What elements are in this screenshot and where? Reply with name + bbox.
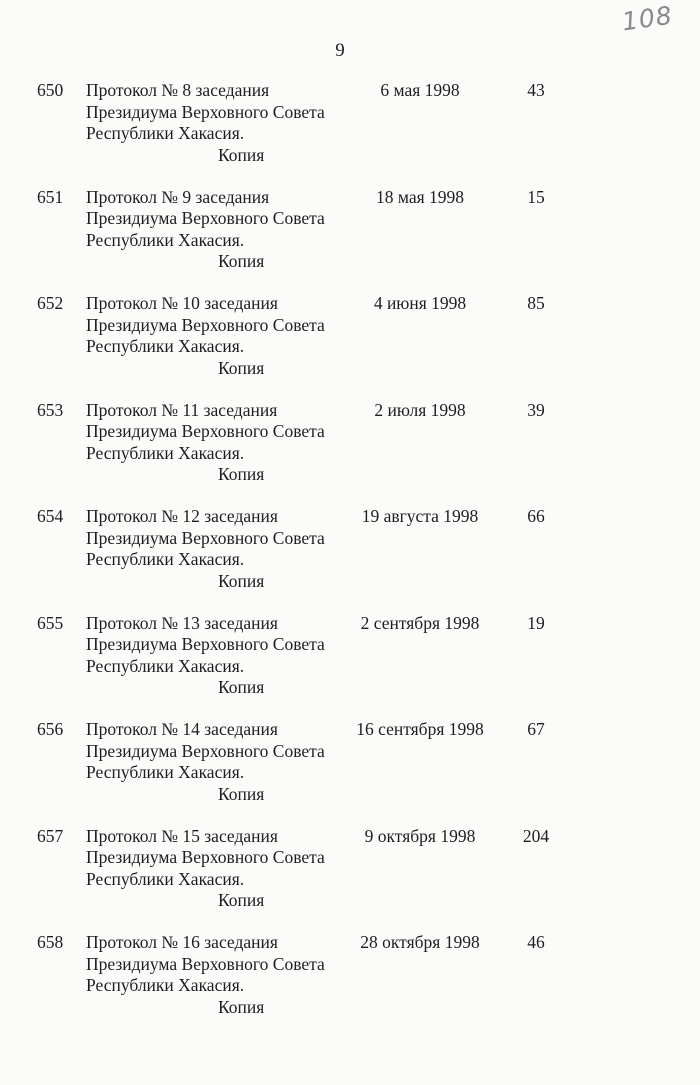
entry-page-count: 19	[527, 612, 545, 633]
entry-page-count: 204	[522, 825, 550, 846]
entry-number: 652	[37, 293, 64, 313]
entry-date: 9 октября 1998	[364, 825, 476, 846]
entry-title-line: Республики Хакасия.	[86, 549, 245, 569]
entry-title-line: Президиума Верховного Совета	[86, 101, 325, 122]
entry-date: 19 августа 1998	[361, 506, 479, 526]
entry-page-count: 85	[527, 293, 545, 313]
entry-title	[86, 80, 356, 166]
entry-title-line: Протокол № 14 заседания	[86, 719, 278, 739]
list-item	[0, 613, 700, 713]
entry-title-line: Протокол № 12 заседания	[86, 506, 278, 526]
entry-copy-label: Копия	[218, 783, 265, 804]
entry-title-line: Протокол № 11 заседания	[86, 399, 278, 420]
entry-title	[86, 719, 356, 805]
entry-page-count: 66	[527, 506, 545, 526]
list-item	[0, 932, 700, 1032]
entry-title	[86, 826, 356, 912]
entry-title-line: Республики Хакасия.	[86, 229, 245, 250]
entry-title-line: Республики Хакасия.	[86, 442, 245, 463]
entry-title-line: Республики Хакасия.	[86, 336, 245, 356]
entry-copy-label: Копия	[218, 357, 265, 378]
entry-copy-label: Копия	[218, 890, 265, 910]
entry-number: 653	[37, 399, 64, 420]
entry-date: 16 сентября 1998	[356, 719, 484, 739]
entry-title-line: Протокол № 15 заседания	[86, 825, 278, 846]
entry-date: 4 июня 1998	[373, 293, 467, 313]
entry-page-count: 46	[527, 932, 545, 952]
entry-copy-label: Копия	[218, 570, 265, 591]
list-item	[0, 293, 700, 393]
entry-title	[86, 506, 356, 592]
entry-title	[86, 187, 356, 273]
entry-title-line: Президиума Верховного Совета	[86, 634, 325, 654]
list-item	[0, 400, 700, 500]
entry-title-line: Президиума Верховного Совета	[86, 314, 325, 335]
entry-date: 2 сентября 1998	[360, 612, 480, 633]
entry-copy-label: Копия	[218, 996, 265, 1017]
entry-number: 658	[37, 932, 64, 952]
entry-page-count: 15	[527, 186, 545, 207]
list-item	[0, 187, 700, 287]
entry-copy-label: Копия	[218, 677, 265, 697]
entry-title	[86, 293, 356, 379]
entry-title	[86, 613, 356, 699]
entry-title-line: Президиума Верховного Совета	[86, 953, 325, 974]
entry-title-line: Президиума Верховного Совета	[86, 740, 325, 761]
entry-title-line: Президиума Верховного Совета	[86, 208, 325, 228]
entry-title-line: Президиума Верховного Совета	[86, 421, 325, 441]
entry-title-line: Протокол № 16 заседания	[86, 932, 278, 952]
entry-copy-label: Копия	[218, 464, 265, 484]
entry-copy-label: Копия	[218, 251, 265, 271]
entry-page-count: 67	[527, 719, 545, 739]
entry-number: 656	[37, 719, 64, 739]
entry-number: 657	[37, 825, 64, 846]
entry-number: 654	[37, 506, 64, 526]
list-item	[0, 506, 700, 606]
entry-page-count: 43	[527, 80, 545, 100]
entry-number: 650	[37, 80, 64, 100]
entry-number: 655	[37, 612, 64, 633]
entry-title-line: Протокол № 10 заседания	[86, 293, 278, 313]
entry-date: 18 мая 1998	[375, 186, 465, 207]
entry-title-line: Республики Хакасия.	[86, 975, 245, 995]
entry-page-count: 39	[527, 399, 545, 420]
entry-title-line: Президиума Верховного Совета	[86, 847, 325, 867]
entry-title-line: Республики Хакасия.	[86, 655, 245, 676]
entry-title	[86, 932, 356, 1018]
entry-title-line: Протокол № 8 заседания	[86, 80, 270, 100]
entry-title-line: Протокол № 13 заседания	[86, 612, 278, 633]
entry-title-line: Президиума Верховного Совета	[86, 527, 325, 548]
list-item	[0, 80, 700, 180]
entry-title-line: Республики Хакасия.	[86, 762, 245, 782]
entry-date: 2 июля 1998	[374, 399, 466, 420]
list-item	[0, 719, 700, 819]
entry-copy-label: Копия	[218, 144, 265, 165]
entry-date: 6 мая 1998	[380, 80, 460, 100]
page-number: 9	[335, 40, 345, 61]
entry-title	[86, 400, 356, 486]
entry-title-line: Республики Хакасия.	[86, 123, 245, 143]
list-item	[0, 826, 700, 926]
entry-date: 28 октября 1998	[360, 932, 480, 952]
handwritten-sheet-number: 108	[620, 0, 675, 37]
entry-number: 651	[37, 186, 64, 207]
entry-title-line: Республики Хакасия.	[86, 868, 245, 889]
entry-title-line: Протокол № 9 заседания	[86, 186, 270, 207]
